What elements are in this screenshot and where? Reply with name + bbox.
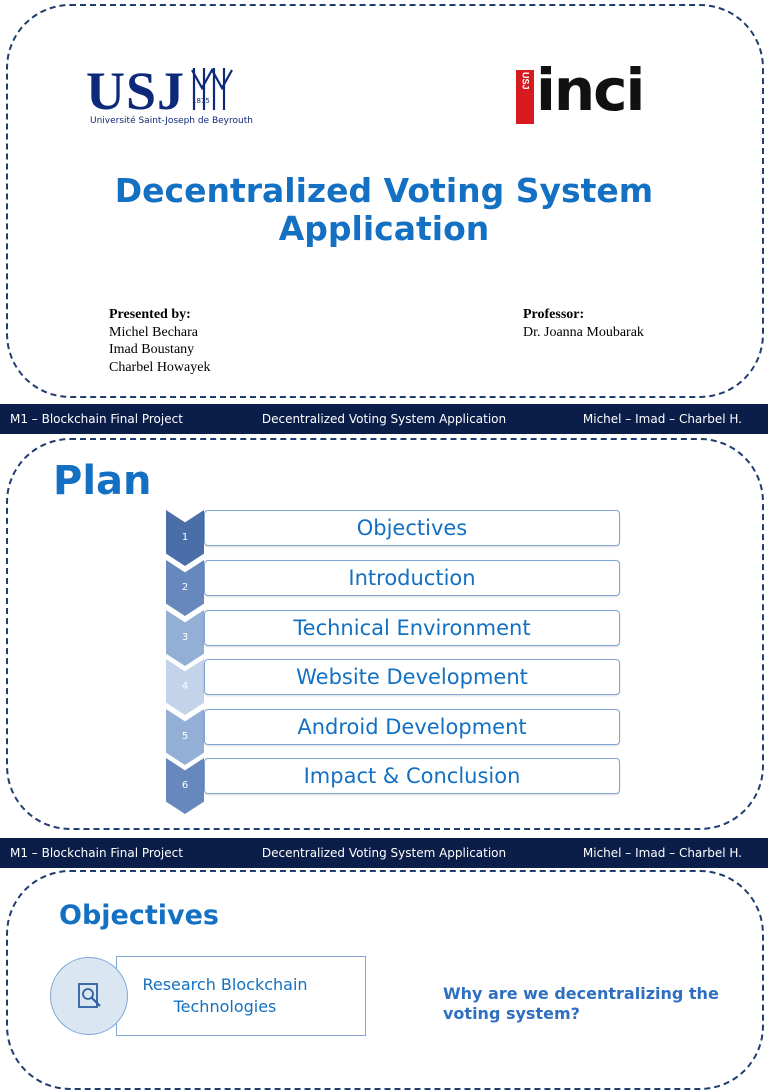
slide-footer — [0, 838, 768, 868]
step-number: 3 — [181, 632, 189, 643]
plan-item — [0, 659, 768, 709]
step-label: Technical Environment — [204, 610, 620, 646]
search-document-icon — [76, 982, 104, 1010]
footer-center: Decentralized Voting System Application — [261, 846, 507, 860]
plan-item — [0, 610, 768, 660]
usj-emblem-icon — [190, 66, 234, 112]
presented-by-label: Presented by: — [109, 307, 191, 322]
slide-footer — [0, 404, 768, 434]
plan-item — [0, 560, 768, 610]
footer-center: Decentralized Voting System Application — [261, 412, 507, 426]
footer-left: M1 – Blockchain Final Project — [10, 846, 183, 860]
footer-left: M1 – Blockchain Final Project — [10, 412, 183, 426]
professor-name: Dr. Joanna Moubarak — [523, 324, 644, 340]
inci-wordmark: inci — [536, 56, 644, 124]
professor-label: Professor: — [523, 307, 585, 322]
step-label: Impact & Conclusion — [204, 758, 620, 794]
step-label: Objectives — [204, 510, 620, 546]
inci-badge-text: USJ — [520, 72, 531, 90]
step-label: Introduction — [204, 560, 620, 596]
presenters-block — [109, 306, 210, 376]
objective-question: Why are we decentralizing the voting system? — [443, 984, 719, 1023]
title-line-2: Application — [278, 209, 490, 248]
usj-year: 1875 — [192, 97, 210, 105]
inci-badge — [516, 70, 534, 124]
step-label: Website Development — [204, 659, 620, 695]
step-number: 6 — [181, 780, 189, 791]
presenter-name: Imad Boustany — [109, 342, 195, 357]
step-number: 5 — [181, 731, 189, 742]
footer-right: Michel – Imad – Charbel H. — [582, 412, 742, 426]
presenter-name: Michel Bechara — [109, 324, 199, 340]
title-line-1: Decentralized Voting System — [114, 171, 654, 210]
plan-item — [0, 709, 768, 759]
usj-wordmark: USJ — [86, 61, 186, 121]
step-number: 4 — [181, 681, 189, 692]
plan-item — [0, 758, 768, 808]
objective-card-text: Research Blockchain Technologies — [142, 975, 308, 1016]
plan-item — [0, 510, 768, 560]
step-number: 2 — [181, 582, 189, 593]
usj-full-name: Université Saint-Joseph de Beyrouth — [90, 116, 253, 126]
step-number: 1 — [181, 532, 189, 543]
presenter-name: Charbel Howayek — [109, 359, 211, 375]
plan-title: Plan — [53, 458, 152, 504]
presentation-title — [0, 172, 768, 248]
objectives-title: Objectives — [59, 900, 219, 931]
footer-right: Michel – Imad – Charbel H. — [582, 846, 742, 860]
professor-block — [523, 306, 644, 341]
step-label: Android Development — [204, 709, 620, 745]
